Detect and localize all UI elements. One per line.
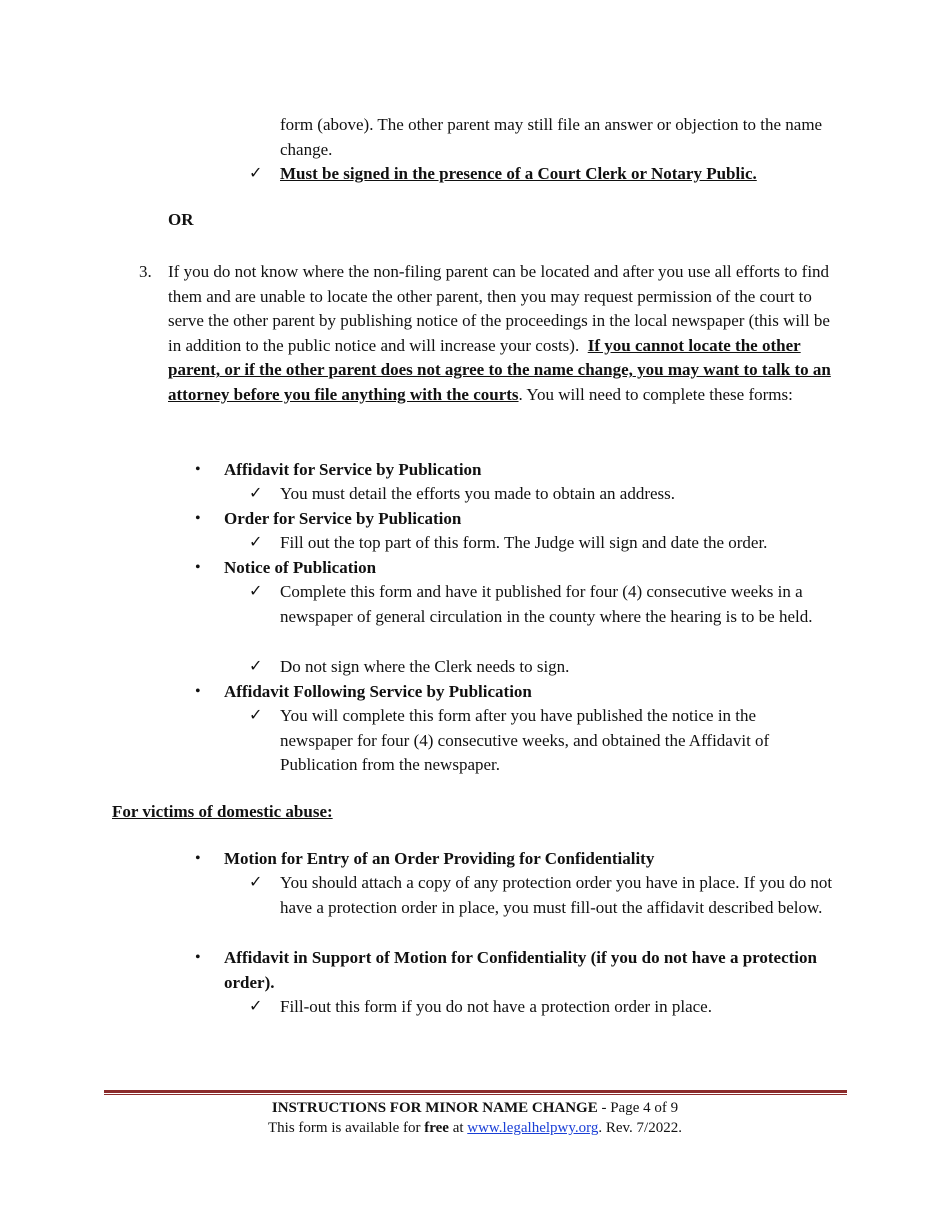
item3-tail: . You will need to complete these forms: [518,384,793,404]
bullet-icon: • [195,461,201,478]
bullet-icon: • [195,949,201,966]
bullet-icon: • [195,559,201,576]
form-note: You will complete this form after you have published the notice in the newspaper for four (4) consecutive weeks, and obtained the Affidavit of Publication from the newspaper. [280,706,770,775]
form-title: Affidavit for Service by Publication [224,460,482,479]
item3-text: If you do not know where the non-filing parent can be located and after you use all efforts to find them and are unable to locate the other parent, then you may request permission of the court to serve the other parent by publishing notice of the proceedings in the local newspaper (this will be in addition to the public notice and will increase your costs). [168,262,830,355]
legalhelp-link[interactable]: www.legalhelpwy.org [467,1120,599,1136]
form-note: Fill-out this form if you do not have a protection order in place. [280,997,712,1016]
form-note: Fill out the top part of this form. The Judge will sign and date the order. [280,533,768,552]
or-label: OR [168,210,194,229]
checkmark-icon: ✓ [249,998,263,1015]
checkmark-icon: ✓ [249,658,263,675]
footer-free: free [424,1120,449,1136]
form-note: Do not sign where the Clerk needs to sign. [280,657,570,676]
form-note: You must detail the efforts you made to obtain an address. [280,484,676,503]
attorney-warning: If you cannot locate the other parent, or if the other parent does not agree to the name change, you may want to talk to an attorney before you file anything with the courts [168,335,831,404]
item-number: 3. [139,262,152,281]
checkmark-icon: ✓ [249,874,263,891]
form-note: Complete this form and have it published for four (4) consecutive weeks in a newspaper of general circulation in the county where the hearing is to be held. [280,582,813,626]
form-title: Order for Service by Publication [224,509,462,528]
footer-line-1 [0,1098,950,1118]
signed-note: Must be signed in the presence of a Court Clerk or Notary Public. [280,164,757,183]
form-note: You should attach a copy of any protection order you have in place. If you do not have a protection order in place, you must fill-out the affidavit described below. [280,873,833,917]
form-title: Affidavit Following Service by Publication [224,682,532,701]
form-title: Affidavit in Support of Motion for Confidentiality (if you do not have a protection order). [224,948,817,992]
bullet-icon: • [195,683,201,700]
form-title: Notice of Publication [224,558,377,577]
footer-rule-thin [104,1094,847,1095]
checkmark-icon: ✓ [249,165,263,182]
form-title: Motion for Entry of an Order Providing for Confidentiality [224,849,655,868]
footer-at: at [452,1120,464,1136]
section-heading: For victims of domestic abuse: [112,802,333,821]
bullet-icon: • [195,850,201,867]
footer-page: - Page 4 of 9 [601,1100,679,1116]
footer-line-2 [0,1118,950,1138]
footer-rule [104,1090,847,1093]
bullet-icon: • [195,510,201,527]
checkmark-icon: ✓ [249,583,263,600]
checkmark-icon: ✓ [249,485,263,502]
footer-title: INSTRUCTIONS FOR MINOR NAME CHANGE [271,1100,598,1116]
checkmark-icon: ✓ [249,707,263,724]
footer-rev: . Rev. 7/2022. [598,1120,682,1136]
continued-text: form (above). The other parent may still file an answer or objection to the name change. [280,115,823,159]
item3-paragraph [168,260,834,408]
checkmark-icon: ✓ [249,534,263,551]
footer-available: This form is available for [268,1120,421,1136]
